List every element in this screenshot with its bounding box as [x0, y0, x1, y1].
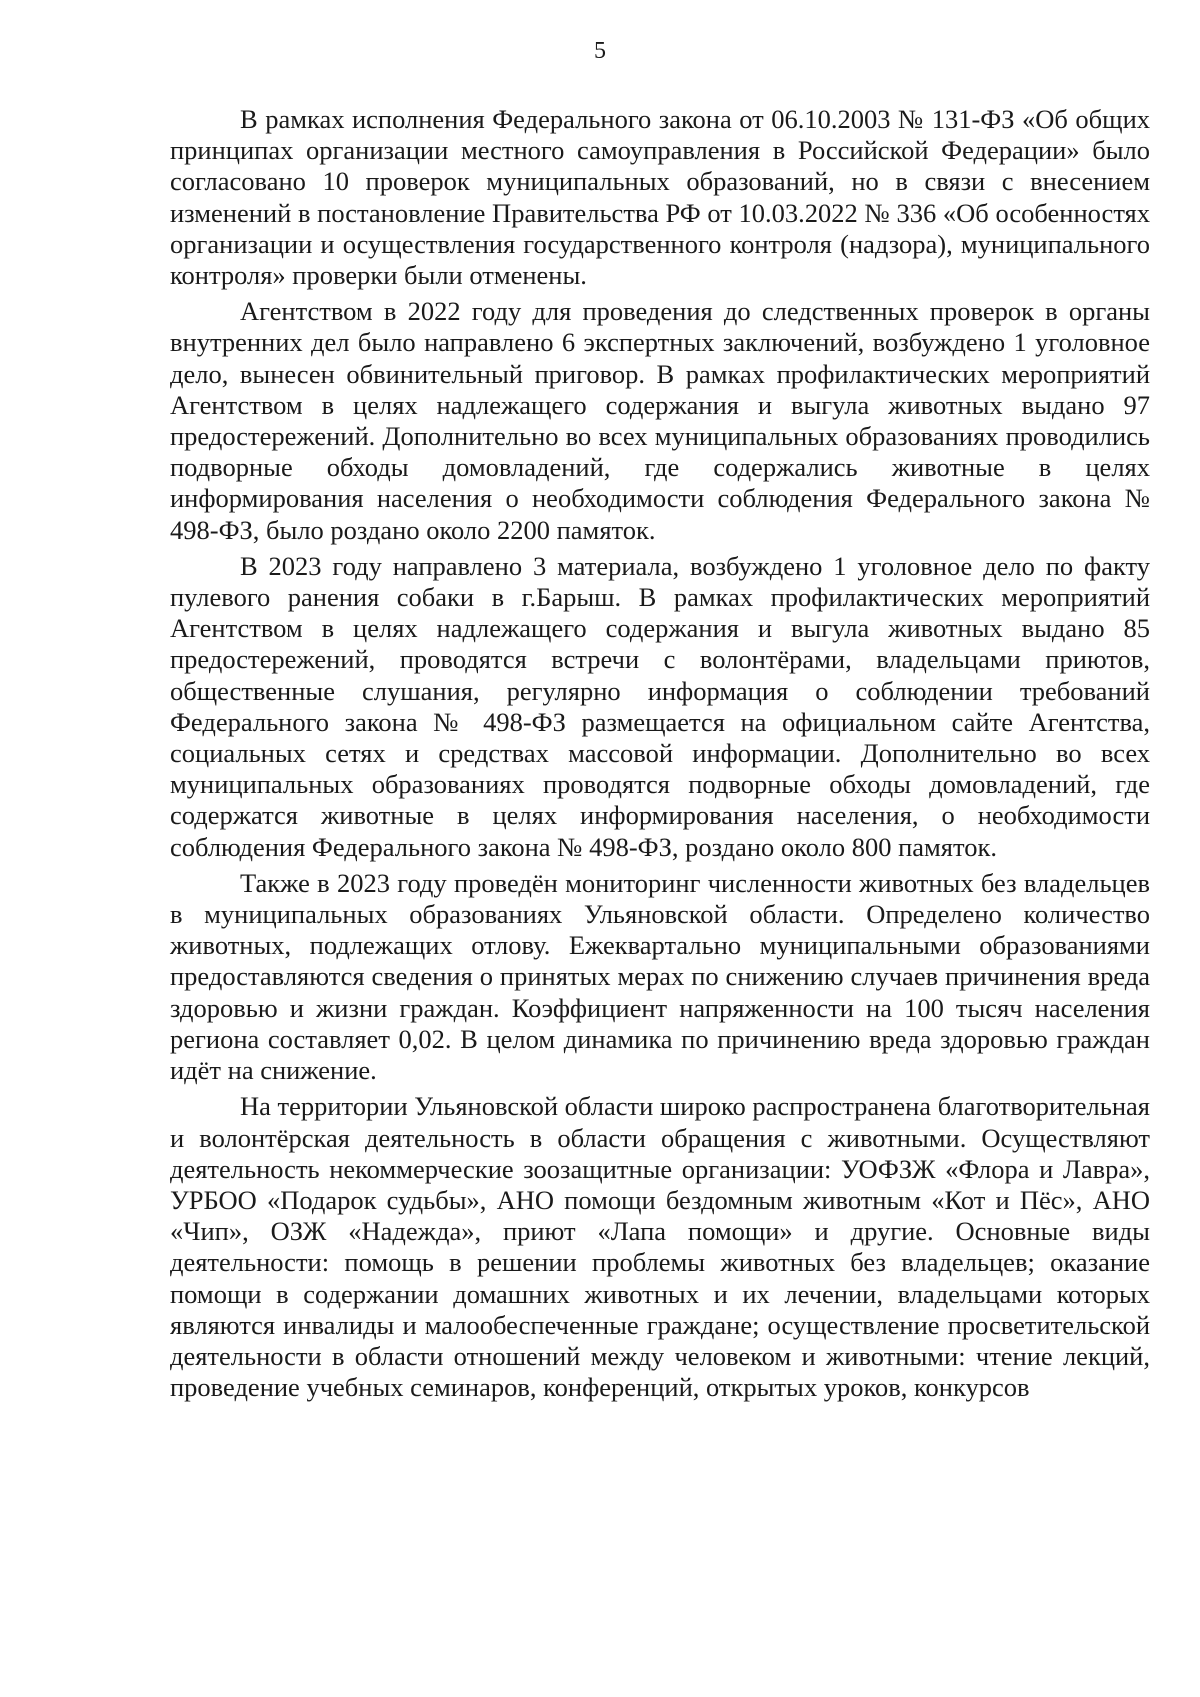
paragraph-volunteer-organizations: На территории Ульяновской области широко распространена благотворительная и волонтёрская деятельность в области обращения с животными. Осуществляют деятельность некоммерческие зоозащитные организации: УОФЗЖ «Флора и Лавра», УРБОО «Подарок судьбы», АНО помощи бездомным животным «Кот и Пёс», АНО «Чип», ОЗЖ «Надежда», приют «Лапа помощи» и другие. Основные виды деятельности: помощь в решении проблемы животных без владельцев; оказание помощи в содержании домашних животных и их лечении, владельцами которых являются инвалиды и малообеспеченные граждане; осуществление просветительской деятельности в области отношений между человеком и животными: чтение лекций, проведение учебных семинаров, конференций, открытых уроков, конкурсов: [170, 1091, 1150, 1403]
document-body: [170, 104, 1150, 1408]
paragraph-2022-results: Агентством в 2022 году для проведения до следственных проверок в органы внутренних дел было направлено 6 экспертных заключений, возбуждено 1 уголовное дело, вынесен обвинительный приговор. В рамках профилактических мероприятий Агентством в целях надлежащего содержания и выгула животных выдано 97 предостережений. Дополнительно во всех муниципальных образованиях проводились подворные обходы домовладений, где содержались животные в целях информирования населения о необходимости соблюдения Федерального закона № 498-ФЗ, было роздано около 2200 памяток.: [170, 296, 1150, 545]
paragraph-2023-results: В 2023 году направлено 3 материала, возбуждено 1 уголовное дело по факту пулевого ранения собаки в г.Барыш. В рамках профилактических мероприятий Агентством в целях надлежащего содержания и выгула животных выдано 85 предостережений, проводятся встречи с волонтёрами, владельцами приютов, общественные слушания, регулярно информация о соблюдении требований Федерального закона № 498-ФЗ размещается на официальном сайте Агентства, социальных сетях и средствах массовой информации. Дополнительно во всех муниципальных образованиях проводятся подворные обходы домовладений, где содержатся животные в целях информирования населения, о необходимости соблюдения Федерального закона № 498-ФЗ, роздано около 800 памяток.: [170, 550, 1150, 862]
paragraph-inspections-cancelled: В рамках исполнения Федерального закона от 06.10.2003 № 131-ФЗ «Об общих принципах организации местного самоуправления в Российской Федерации» было согласовано 10 проверок муниципальных образований, но в связи с внесением изменений в постановление Правительства РФ от 10.03.2022 № 336 «Об особенностях организации и осуществления государственного контроля (надзора), муниципального контроля» проверки были отменены.: [170, 104, 1150, 291]
paragraph-monitoring: Также в 2023 году проведён мониторинг численности животных без владельцев в муниципальных образованиях Ульяновской области. Определено количество животных, подлежащих отлову. Ежеквартально муниципальными образованиями предоставляются сведения о принятых мерах по снижению случаев причинения вреда здоровью и жизни граждан. Коэффициент напряженности на 100 тысяч населения региона составляет 0,02. В целом динамика по причинению вреда здоровью граждан идёт на снижение.: [170, 867, 1150, 1086]
page-number: 5: [594, 38, 606, 64]
